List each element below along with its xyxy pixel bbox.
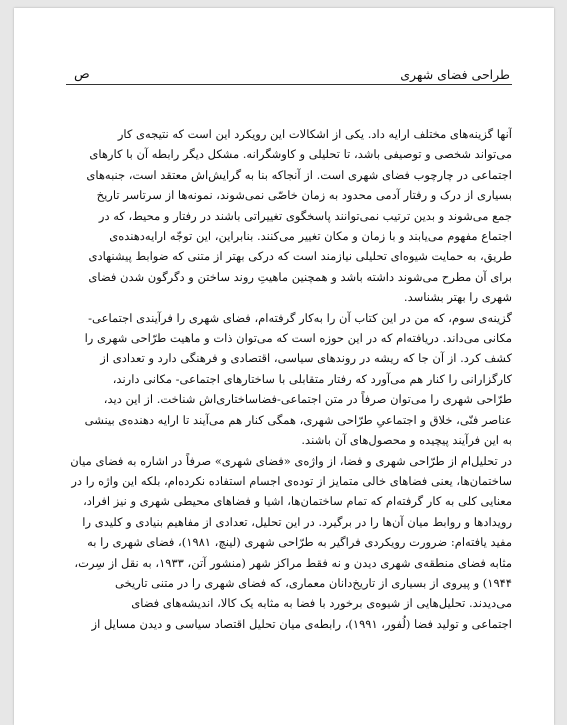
text-line: ساختمان‌ها، یعنی فضاهای خالی متمایز از توده‌ی اجسام استفاده نکرده‌ام، بلکه این واژه را در <box>71 473 512 488</box>
text-line: کارگزارانی را کنار هم می‌آورد که رفتار متقابلی با ساختارهای اجتماعی- مکانی دارند، <box>112 371 512 386</box>
text-line: برای آن مطرح می‌شوند داشته باشد و همچنین ماهیتِ روند ساختن و دگرگون شدن فضای <box>88 269 512 284</box>
text-line: آنها گزینه‌های مختلف ارایه داد. یکی از اشکالات این رویکرد این است که نتیجه‌ی کار <box>117 127 512 141</box>
text-line: مثابه فضای منطقه‌ی شهری دیدن و نه فقط مراکز شهر (منشور آتن، ۱۹۳۳، به نقل از سِرت، <box>74 555 512 570</box>
text-line: می‌تواند شخصی و توصیفی باشد، تا تحلیلی و کاوشگرانه. مشکل دیگر رابطه آن با کارهای <box>89 147 512 162</box>
text-line: جمع می‌شوند و بدین ترتیب نمی‌توانند پاسخگوی تغییراتی باشند در رفتار و محیط، که در <box>98 208 512 223</box>
text-line: اجتماعی و تولید فضا (لُفور، ۱۹۹۱)، رابطه‌ی میان تحلیل اقتصاد سیاسی و دیدن مسایل از <box>91 616 512 631</box>
header-rule <box>66 84 512 85</box>
text-line: می‌دیدند. تحلیل‌هایی از شیوه‌ی برخورد با فضا به مثابه یک کالا، اندیشه‌های فضای <box>131 596 512 611</box>
text-line: عناصر فنّی، خلاق و اجتماعیِ طرّاحی شهری، همگی کنار هم می‌آیند تا ارایه دهنده‌ی بینشی <box>84 412 512 427</box>
text-line: در تحلیل‌ام از طرّاحی شهری و فضا، از واژه‌ی «فضای شهری» صرفاً در اشاره به فضای میان <box>70 453 512 468</box>
text-line: بسیاری از درک و رفتار آدمی محدود به زمان خاصّی نمی‌شوند، نمونه‌ها از سرتاسر تاریخ <box>96 188 512 203</box>
paragraph-end-line: شهری را بهتر بشناسد. <box>403 290 512 305</box>
document-page <box>14 8 554 725</box>
text-line: گزینه‌ی سوم، که من در این کتاب آن را به‌کار گرفته‌ام، فضای شهری را فرآیندی اجتماعی- <box>88 310 512 325</box>
text-line: طرّاحی شهری را می‌توان صرفاً در متن اجتماعی-فضاساختاری‌اش شناخت. از این دید، <box>103 392 512 407</box>
text-line: رویدادها و روابط میان آن‌ها را در برگیرد. در این تحلیل، تعدادی از مفاهیم بنیادی و کلیدی را <box>82 514 512 529</box>
text-line: اجتماع مفهوم می‌یابند و با زمان و مکان تغییر می‌کنند. بنابراین، این توجّه ارایه‌دهنده‌ی <box>109 229 512 244</box>
running-header <box>74 60 510 82</box>
page-number: ص <box>74 67 90 82</box>
text-line: مکانی می‌داند. دریافته‌ام که در این حوزه است که می‌توان ذات و ماهیت طرّاحی شهری را <box>84 331 512 346</box>
text-line: اجتماعی در چارچوب فضای شهری است. از آنجاکه بنا به گرایش‌اش معتقد است، جنبه‌های <box>86 167 512 182</box>
body-text <box>68 124 512 724</box>
text-line: معنایی کلی به کار گرفته‌ام که تمام ساختمان‌ها، اشیا و فضاهای محیطی شهری و نیز افراد، <box>83 494 512 509</box>
text-line: کشف کرد. از آن جا که ریشه در روندهای سیاسی، اقتصادی و فرهنگی دارد و تعدادی از <box>100 351 512 366</box>
text-line: ۱۹۴۴) و پیروی از بسیاری از تاریخ‌دانان معماری، که فضای شهری را در متنی تاریخی <box>115 575 512 590</box>
header-title: طراحی فضای شهری <box>400 67 510 82</box>
text-line: مفید یافته‌ام: ضرورت رویکردی فراگیر به طرّاحی شهری (لینچ، ۱۹۸۱)، فضای شهری را به <box>87 535 512 550</box>
paragraph-end-line: به این فرآیند پیچیده و محصول‌های آن باشند. <box>301 433 512 448</box>
text-line: طریق، به حمایت شیوه‌ای تحلیلی نیازمند است که درکی بهتر از متنی که ضوابط پیشنهادی <box>88 249 512 264</box>
